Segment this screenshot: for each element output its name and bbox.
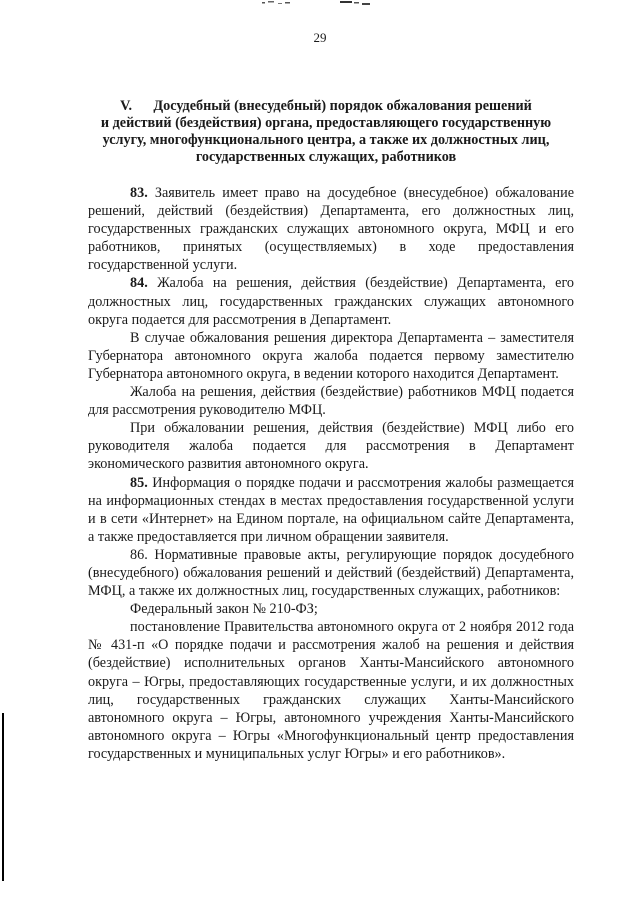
document-body <box>88 184 574 763</box>
paragraph-resolution-431: постановление Правительства автономного округа от 2 ноября 2012 года № 431-п «О порядке подачи и рассмотрения жалоб на решения и действия (бездействие) исполнительных органов Ханты-Мансийского автономного округа – Югры, предоставляющих государственные услуги, и их должностных лиц, государственных гражданских служащих Ханты-Мансийского автономного округа – Югры, автономного учреждения Ханты-Мансийского автономного округа – Югры «Многофункциональный центр предоставления государственных и муниципальных услуг Югры» и его работников». <box>88 619 574 762</box>
paragraph-text: Заявитель имеет право на досудебное (внесудебное) обжалование решений, действий (бездействия) Департамента, его должностных лиц, государственных гражданских служащих автономного округа, МФЦ и его работников, принятых (осуществляемых) в ходе предоставления государственной услуги. <box>88 185 574 274</box>
section-heading <box>60 98 592 166</box>
heading-line: V. Досудебный (внесудебный) порядок обжалования решений <box>120 98 532 114</box>
heading-line: государственных служащих, работников <box>195 149 457 165</box>
paragraph-text: Жалоба на решения, действия (бездействие) Департамента, его должностных лиц, государственных гражданских служащих автономного округа подается для рассмотрения в Департамент. <box>88 275 574 328</box>
paragraph-law-210: Федеральный закон № 210-ФЗ; <box>130 601 318 618</box>
paragraph-84-director: В случае обжалования решения директора Департамента – заместителя Губернатора автономного округа жалоба подается первому заместителю Губернатора автономного округа, в ведении которого находится Департамент. <box>88 329 574 382</box>
scan-noise-top <box>0 0 640 14</box>
paragraph-84 <box>88 274 574 328</box>
paragraph-84-mfc-head: При обжаловании решения, действия (бездействие) МФЦ либо его руководителя жалоба подается для рассмотрения в Департамент экономического развития автономного округа. <box>88 420 574 473</box>
paragraph-number: 83. <box>130 185 148 201</box>
paragraph-86: 86. Нормативные правовые акты, регулирующие порядок досудебного (внесудебного) обжалования решений и действий (бездействий) Департамента, МФЦ, а также их должностных лиц, государственных служащих, работников: <box>88 546 574 600</box>
heading-line: и действий (бездействия) органа, предоставляющего государственную <box>100 115 552 131</box>
paragraph-85 <box>88 474 574 546</box>
paragraph-number: 84. <box>130 275 148 292</box>
heading-line: услугу, многофункционального центра, а также их должностных лиц, <box>102 132 550 148</box>
page-number: 29 <box>313 30 327 45</box>
paragraph-84-mfc: Жалоба на решения, действия (бездействие) работников МФЦ подается для рассмотрения руководителю МФЦ. <box>88 384 574 419</box>
paragraph-text: Информация о порядке подачи и рассмотрения жалобы размещается на информационных стендах в местах предоставления государственной услуги и в сети «Интернет» на Едином портале, на официальном сайте Департамента, а также предоставляется при личном обращении заявителя. <box>88 474 574 545</box>
scan-edge-mark <box>2 713 4 881</box>
paragraph-83 <box>88 184 574 274</box>
paragraph-number: 85. <box>130 474 148 491</box>
